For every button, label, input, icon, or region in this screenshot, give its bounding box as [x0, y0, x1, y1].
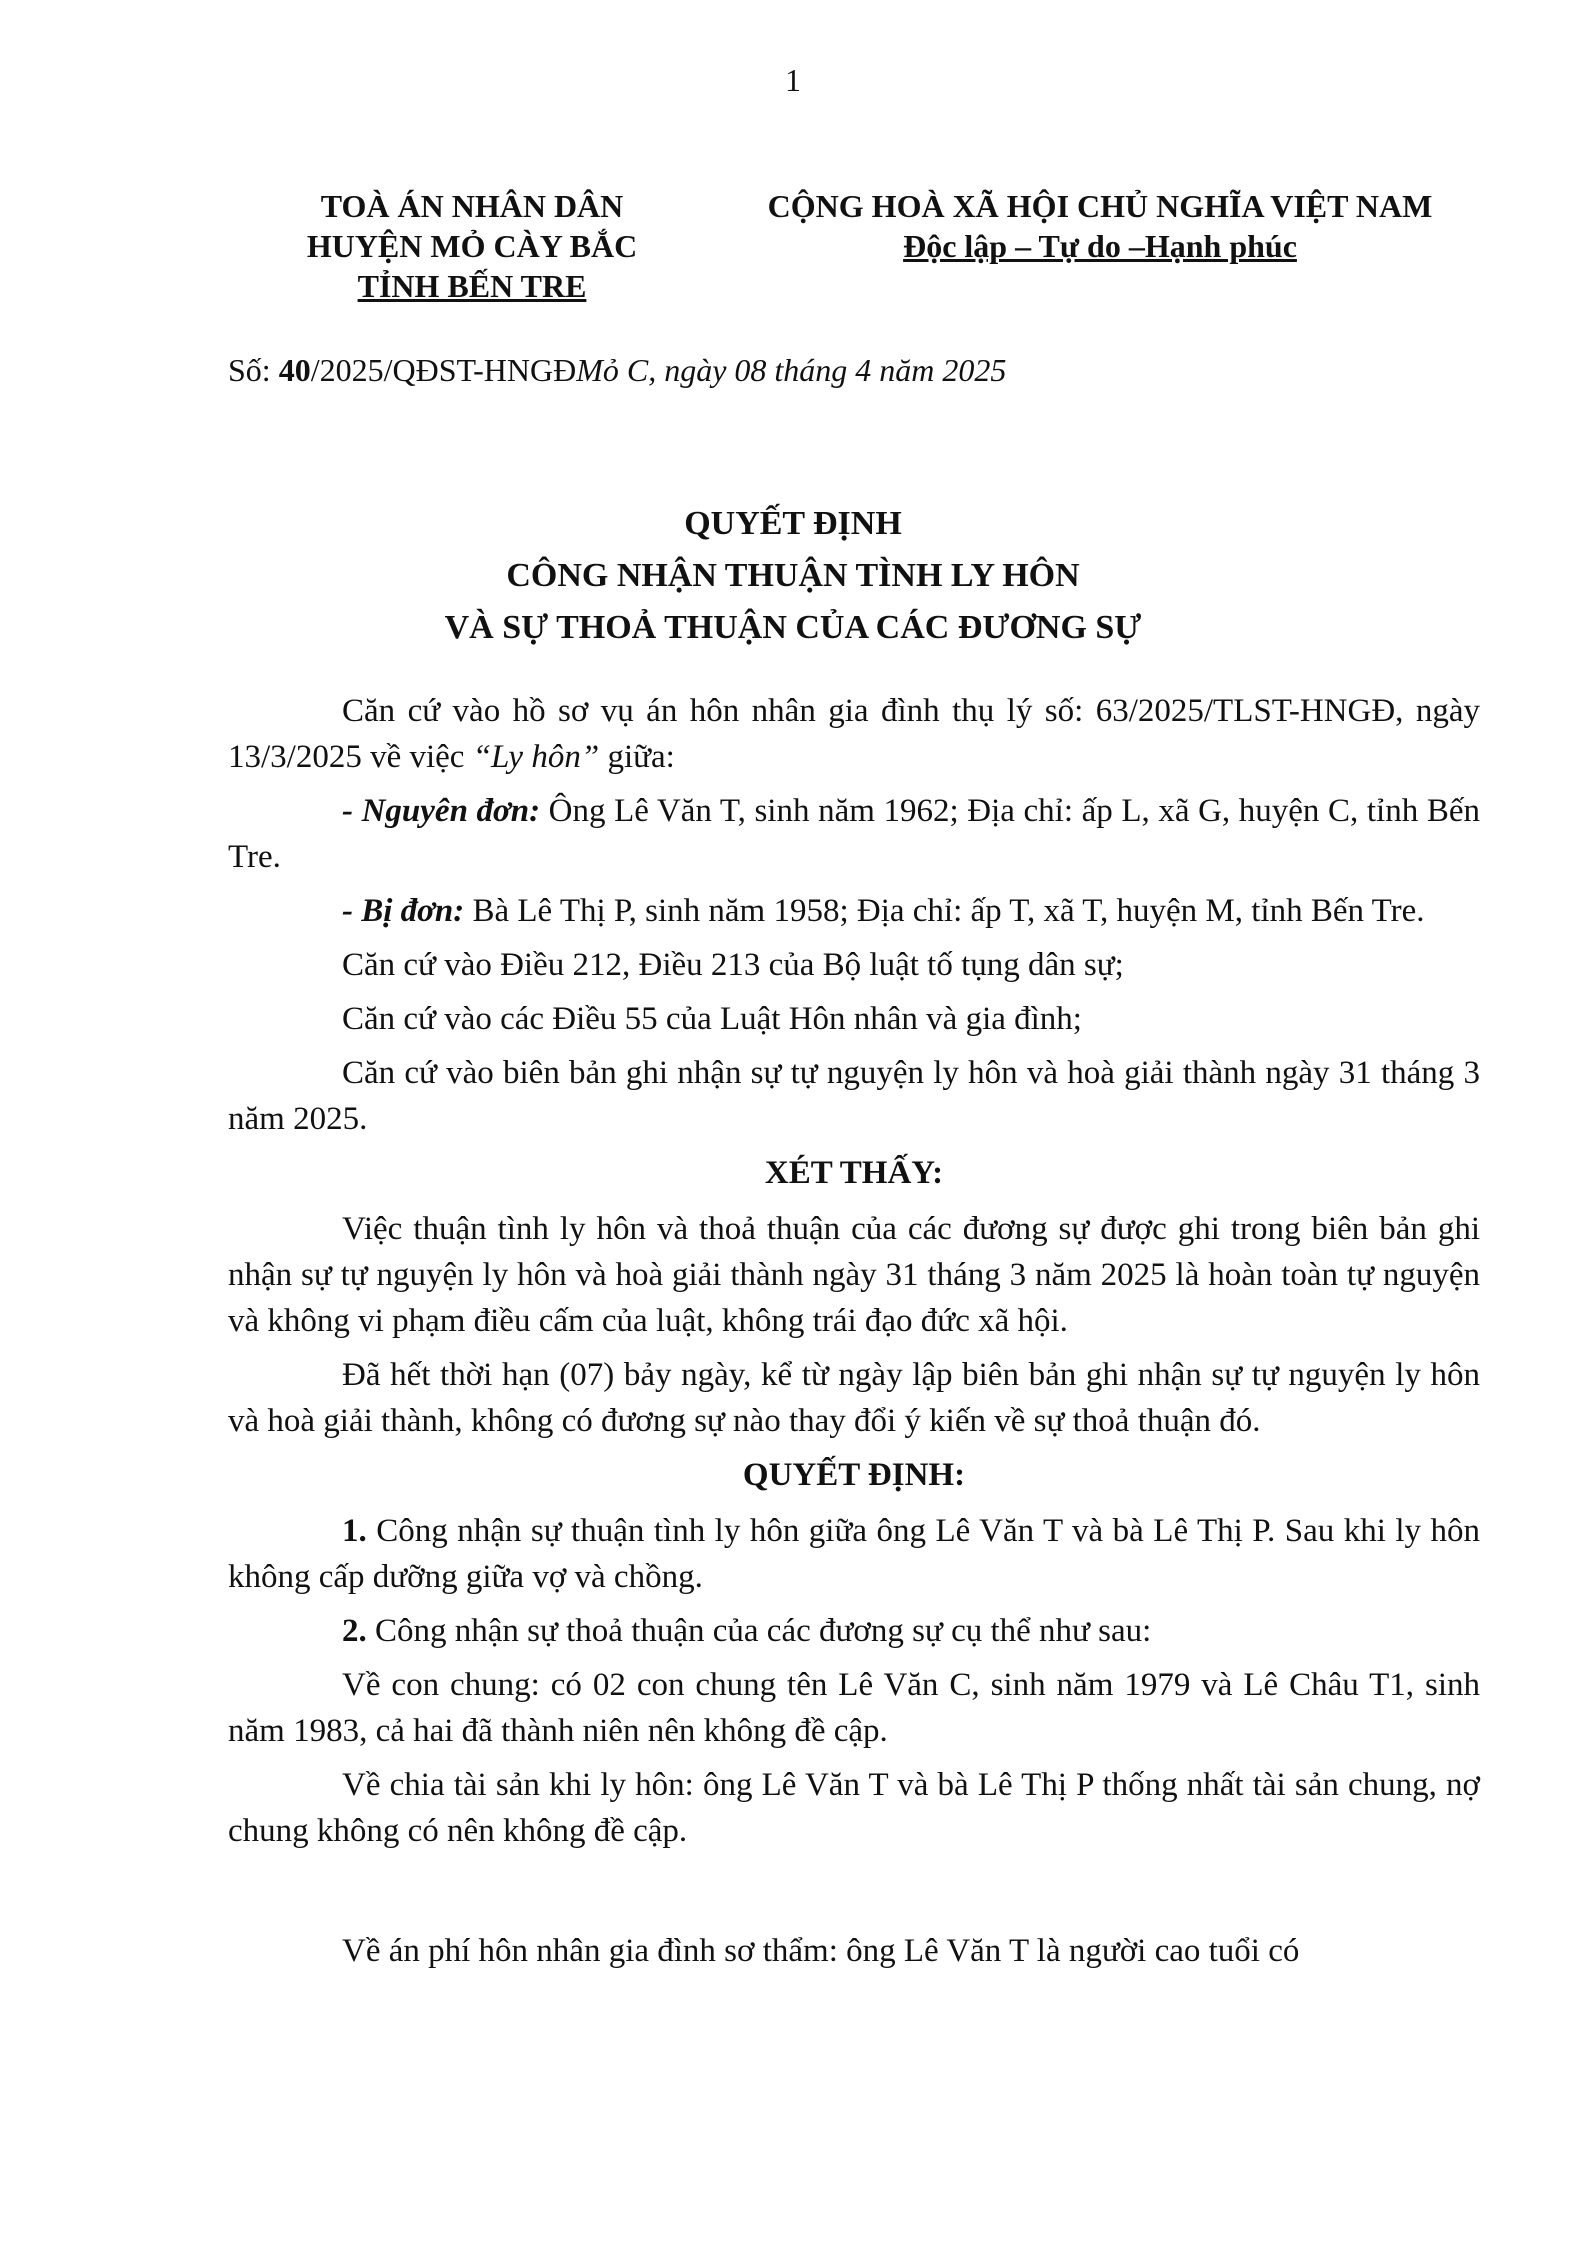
plaintiff-paragraph: [228, 788, 1480, 880]
finding-paragraph-1: Việc thuận tình ly hôn và thoả thuận của các đương sự được ghi trong biên bản ghi nhận sự tự nguyện ly hôn và hoà giải thành ngày 31 tháng 3 năm 2025 là hoàn toàn tự nguyện và không vi phạm điều cấm của luật, không trái đạo đức xã hội.: [228, 1211, 1480, 1339]
assets-paragraph: Về chia tài sản khi ly hôn: ông Lê Văn T và bà Lê Thị P thống nhất tài sản chung, nợ chung không có nên không đề cập.: [228, 1767, 1480, 1849]
document-body: [228, 688, 1480, 1982]
page-number: 1: [785, 62, 801, 98]
defendant-label: - Bị đơn:: [342, 893, 465, 929]
plaintiff-details: Ông Lê Văn T, sinh năm 1962; Địa chỉ: ấp L, xã G, huyện C, tỉnh Bến Tre.: [228, 793, 1480, 875]
document-title: [0, 498, 1586, 654]
court-name-line2: HUYỆN MỎ CÀY BẮC: [306, 228, 638, 264]
case-intro-end: giữa:: [599, 739, 675, 775]
national-motto: Độc lập – Tự do –Hạnh phúc: [903, 228, 1297, 264]
decision-item-2-number: 2.: [342, 1613, 367, 1649]
document-number-suffix: /2025/QĐST-HNGĐ: [310, 352, 577, 388]
findings-heading: XÉT THẤY:: [764, 1155, 944, 1191]
plaintiff-label: - Nguyên đơn:: [342, 793, 541, 829]
decision-item-2-text: Công nhận sự thoả thuận của các đương sự cụ thể như sau:: [366, 1613, 1152, 1649]
national-title: CỘNG HOÀ XÃ HỘI CHỦ NGHĨA VIỆT NAM: [767, 188, 1433, 224]
decision-item-2: [228, 1608, 1480, 1654]
legal-basis-3: Căn cứ vào biên bản ghi nhận sự tự nguyện ly hôn và hoà giải thành ngày 31 tháng 3 năm 2025.: [228, 1055, 1480, 1137]
document-number-line: [228, 352, 1006, 389]
defendant-paragraph: [228, 888, 1480, 934]
court-name-block: [272, 186, 672, 306]
decision-item-1-text: Công nhận sự thuận tình ly hôn giữa ông Lê Văn T và bà Lê Thị P. Sau khi ly hôn không cấp dưỡng giữa vợ và chồng.: [228, 1513, 1480, 1595]
title-line3: VÀ SỰ THOẢ THUẬN CỦA CÁC ĐƯƠNG SỰ: [444, 609, 1142, 646]
defendant-details: Bà Lê Thị P, sinh năm 1958; Địa chỉ: ấp T, xã T, huyện M, tỉnh Bến Tre.: [464, 893, 1425, 929]
legal-basis-1: Căn cứ vào Điều 212, Điều 213 của Bộ luật tố tụng dân sự;: [342, 947, 1124, 983]
document-number-label: Số:: [228, 352, 279, 388]
decision-item-1: [228, 1508, 1480, 1600]
court-name-line1: TOÀ ÁN NHÂN DÂN: [320, 188, 624, 224]
document-number: 40: [278, 352, 311, 388]
decision-item-1-number: 1.: [342, 1513, 367, 1549]
court-fees-paragraph: Về án phí hôn nhân gia đình sơ thẩm: ông Lê Văn T là người cao tuổi có: [342, 1933, 1300, 1969]
legal-basis-2: Căn cứ vào các Điều 55 của Luật Hôn nhân và gia đình;: [342, 1001, 1082, 1037]
finding-paragraph-2: Đã hết thời hạn (07) bảy ngày, kể từ ngày lập biên bản ghi nhận sự tự nguyện ly hôn và hoà giải thành, không có đương sự nào thay đổi ý kiến về sự thoả thuận đó.: [228, 1357, 1480, 1439]
case-intro-text: Căn cứ vào hồ sơ vụ án hôn nhân gia đình thụ lý số: 63/2025/TLST-HNGĐ, ngày 13/3/2025 về việc: [228, 693, 1480, 775]
case-type: “Ly hôn”: [472, 739, 600, 775]
national-motto-block: [740, 186, 1460, 266]
case-intro-paragraph: [228, 688, 1480, 780]
title-line2: CÔNG NHẬN THUẬN TÌNH LY HÔN: [506, 557, 1080, 594]
title-line1: QUYẾT ĐỊNH: [684, 505, 902, 542]
decision-heading: QUYẾT ĐỊNH:: [742, 1457, 966, 1493]
children-paragraph: Về con chung: có 02 con chung tên Lê Văn C, sinh năm 1979 và Lê Châu T1, sinh năm 1983, cả hai đã thành niên nên không đề cập.: [228, 1667, 1480, 1749]
place-date: Mỏ C, ngày 08 tháng 4 năm 2025: [576, 352, 1007, 388]
court-name-line3: TỈNH BẾN TRE: [357, 268, 587, 304]
paragraph-spacer: [228, 1862, 1480, 1928]
